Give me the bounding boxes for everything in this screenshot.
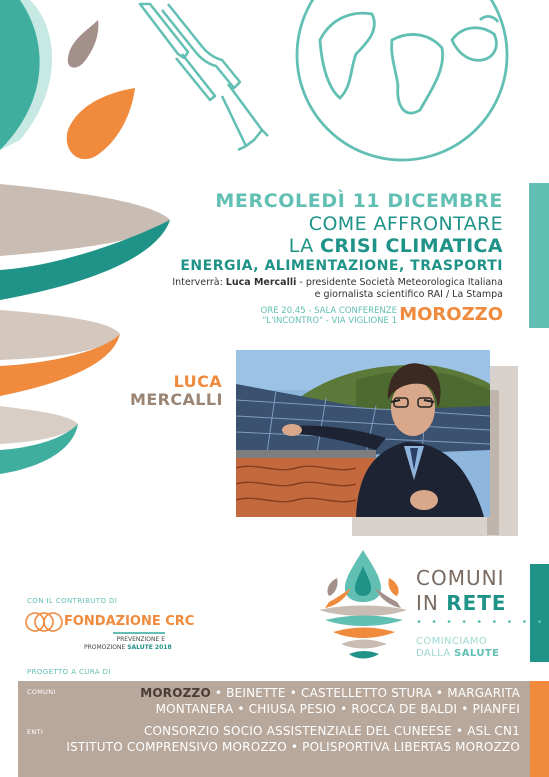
logo-subtitle-prefix: DALLA [416, 648, 455, 659]
comuni-list-line2: MONTANERA • CHIUSA PESIO • ROCCA DE BALDI • PIANFEI [155, 702, 520, 716]
logo-title-comuni: COMUNI [416, 566, 505, 590]
fondazione-crc-logo-icon [24, 611, 64, 633]
venue-address: "L'INCONTRO" - VIA VIGLIONE 1 [262, 316, 397, 326]
logo-subtitle-bold: SALUTE [454, 648, 500, 659]
accent-bar-teal [529, 183, 549, 328]
event-subtitle: ENERGIA, ALIMENTAZIONE, TRASPORTI [180, 258, 503, 274]
venue-town: MOROZZO [399, 304, 503, 325]
logo-title-rete: RETE [446, 591, 507, 615]
event-title-highlight: CRISI CLIMATICA [320, 235, 503, 257]
enti-list-line2: ISTITUTO COMPRENSIVO MOROZZO • POLISPORTIVA LIBERTAS MOROZZO [66, 740, 520, 754]
event-date: MERCOLEDÌ 11 DICEMBRE [215, 190, 503, 212]
prevention-line2-bold: SALUTE 2018 [127, 644, 172, 651]
venue-time-room: ORE 20.45 - SALA CONFERENZE [260, 306, 397, 316]
speaker-photo [236, 350, 490, 517]
accent-bar-orange [530, 681, 549, 777]
taupe-leaf-icon [68, 20, 99, 68]
logo-title-in: IN [416, 591, 447, 615]
speaker-first-name: LUCA [173, 372, 222, 391]
comuni-list-line1 [140, 686, 520, 700]
speaker-intro-prefix: Interverrà: [172, 277, 226, 288]
logo-subtitle-line1: COMINCIAMO [416, 636, 488, 647]
comuni-first-town: MOROZZO [140, 686, 211, 700]
accent-bar-dark-teal [530, 564, 549, 662]
comuni-label: COMUNI [27, 688, 56, 696]
comuni-list-line1-rest: • BEINETTE • CASTELLETTO STURA • MARGARITA [210, 686, 520, 700]
spiral-ribbon-graphic [0, 170, 175, 530]
enti-label: ENTI [27, 728, 44, 736]
speaker-intro [172, 277, 503, 288]
event-title-prefix: LA [288, 235, 321, 257]
crc-divider-line [113, 632, 165, 635]
speaker-intro-line2: e giornalista scientifico RAI / La Stampa [314, 289, 503, 300]
globe-icon [297, 0, 507, 160]
event-title-line1: COME AFFRONTARE [308, 213, 503, 235]
project-label: PROGETTO A CURA DI [27, 668, 111, 676]
enti-list-line1: CONSORZIO SOCIO ASSISTENZIALE DEL CUNEESE • ASL CN1 [143, 724, 520, 738]
orange-leaf-icon [67, 88, 135, 159]
top-decoration [0, 0, 549, 170]
speaker-intro-role: - presidente Società Meteorologica Italiana [296, 277, 503, 288]
prevention-line2-prefix: PROMOZIONE [84, 644, 128, 651]
logo-dots-divider: • • • • • • • • • [416, 617, 546, 628]
logo-title-in-rete [416, 591, 507, 615]
logo-subtitle-line2 [416, 648, 499, 659]
cutlery-icon [140, 4, 268, 150]
event-title-line2 [289, 235, 503, 257]
fondazione-crc-name: FONDAZIONE CRC [64, 614, 195, 629]
prevention-line2 [84, 644, 172, 651]
comuni-in-rete-logo-icon [315, 548, 411, 670]
speaker-last-name: MERCALLI [130, 390, 223, 409]
prevention-line1: PREVENZIONE E [116, 636, 165, 643]
speaker-intro-name: Luca Mercalli [225, 277, 297, 288]
contributor-label: CON IL CONTRIBUTO DI [27, 597, 118, 605]
